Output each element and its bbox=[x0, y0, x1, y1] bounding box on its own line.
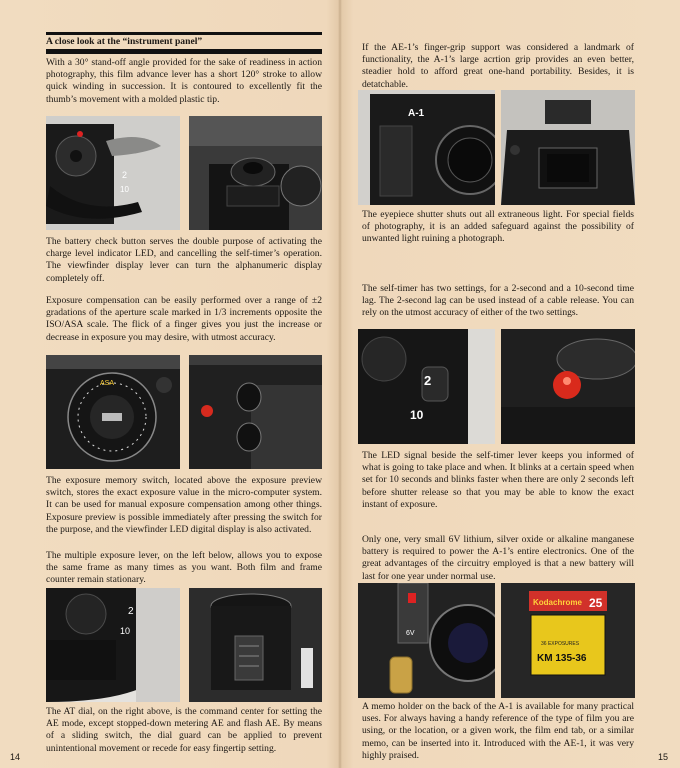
page-number-left: 14 bbox=[10, 752, 21, 762]
memo-holder-paragraph: A memo holder on the back of the A-1 is available for many practical uses. For always having a handy reference of the type of film you are using, or the location, or a given work, the film end tab, or a similar memo, can be inserted into it. Introduced with the AE-1, it was very highly praised. bbox=[362, 701, 634, 761]
camera-badge: A-1 bbox=[408, 108, 425, 119]
led-signal-paragraph: The LED signal beside the self-timer lever keeps you informed of what is going to take place and when. It blinks at a certain speed when set for 10 seconds and blinks faster when there are only 2 seconds left before shutter release so that you may be able to know the exact instant of exposure. bbox=[362, 450, 634, 510]
at-dial-photo bbox=[189, 588, 322, 702]
memo-holder-photo bbox=[501, 583, 635, 698]
six-volt-label: 6V bbox=[406, 630, 415, 637]
timer-label-2: 2 bbox=[424, 373, 432, 388]
exposure-compensation-paragraph: Exposure compensation can be easily performed over a range of ±2 gradations of the aperture scale marked in 1/3 increments opposite the ISO/ASA scale. The flick of a finger gives you just the increase or decrease in exposure you may desire, with utmost accuracy. bbox=[46, 295, 322, 343]
photo-label-10b: 10 bbox=[120, 626, 131, 636]
led-signal-photo bbox=[501, 329, 635, 444]
exposure-memory-paragraph: The exposure memory switch, located above the exposure preview switch, stores the exact exposure value in the micro-computer system. It can be used for manual exposure compensation among other things. Exposure preview is possible immediately after pressing the switch for the purpose, and the viewfinder LED digital display is also activated. bbox=[46, 475, 322, 535]
asa-label: ASA bbox=[100, 380, 115, 387]
photo-label-10: 10 bbox=[120, 185, 129, 194]
camera-grip-photo bbox=[358, 90, 495, 205]
timer-label-10: 10 bbox=[410, 408, 424, 422]
film-code-label: KM 135-36 bbox=[537, 653, 587, 664]
advance-lever-photo bbox=[46, 116, 180, 230]
section-heading: A close look at the “instrument panel” bbox=[46, 32, 322, 54]
battery-check-paragraph: The battery check button serves the double purpose of activating the charge level indicator LED, and cancelling the self-timer’s operation. The viewfinder display lever can turn the alphanumeric display completely off. bbox=[46, 236, 322, 284]
eyepiece-paragraph: The eyepiece shutter shuts out all extraneous light. For special fields of photography, it is an added safeguard against the possibility of unwanted light ruining a photograph. bbox=[362, 209, 634, 245]
self-timer-photo bbox=[358, 329, 495, 444]
photo-label-2: 2 bbox=[122, 170, 128, 180]
exposures-label: 36 EXPOSURES bbox=[541, 641, 580, 647]
multiple-exposure-photo bbox=[46, 588, 180, 702]
kodachrome-speed: 25 bbox=[589, 596, 603, 610]
self-timer-paragraph: The self-timer has two settings, for a 2-second and a 10-second time lag. The 2-second lag can be used instead of a cable release. You can rely on the utmost accuracy of either of the two settings. bbox=[362, 283, 634, 319]
kodachrome-label: Kodachrome bbox=[533, 598, 582, 607]
page-number-right: 15 bbox=[658, 752, 669, 762]
exposure-memory-photo bbox=[189, 355, 322, 469]
eyepiece-shutter-photo bbox=[501, 90, 635, 205]
asa-dial-photo bbox=[46, 355, 180, 469]
advance-lever-paragraph: With a 30° stand-off angle provided for the sake of readiness in action photography, this film advance lever has a short 120° stroke to allow quick winding in succession. It is contoured to excellently fit the thumb’s movement with a molded plastic tip. bbox=[46, 57, 322, 105]
viewfinder-lever-photo bbox=[189, 116, 322, 230]
battery-photo bbox=[358, 583, 495, 698]
battery-paragraph: Only one, very small 6V lithium, silver oxide or alkaline manganese battery is required to power the A-1’s entire electronics. One of the great advantages of the circuitry employed is that a new battery will last for one year under normal use. bbox=[362, 534, 634, 582]
at-dial-paragraph: The AT dial, on the right above, is the command center for setting the AE mode, except stopped-down metering AE and flash AE. By means of a sliding switch, the dial guard can be applied to prevent unintentional movement or recede for easy fingertip setting. bbox=[46, 706, 322, 754]
photo-label-2b: 2 bbox=[128, 606, 134, 617]
multiple-exposure-paragraph: The multiple exposure lever, on the left below, allows you to expose the same frame as many times as you want. Both film and frame counter remain stationary. bbox=[46, 550, 322, 586]
grip-paragraph: If the AE-1’s finger-grip support was considered a landmark of functionality, the A-1’s large acrtion grip provides an even better, steadier hold to afford great one-hand portability. Besides, it is detatchable. bbox=[362, 42, 634, 90]
page-gutter bbox=[338, 0, 342, 768]
